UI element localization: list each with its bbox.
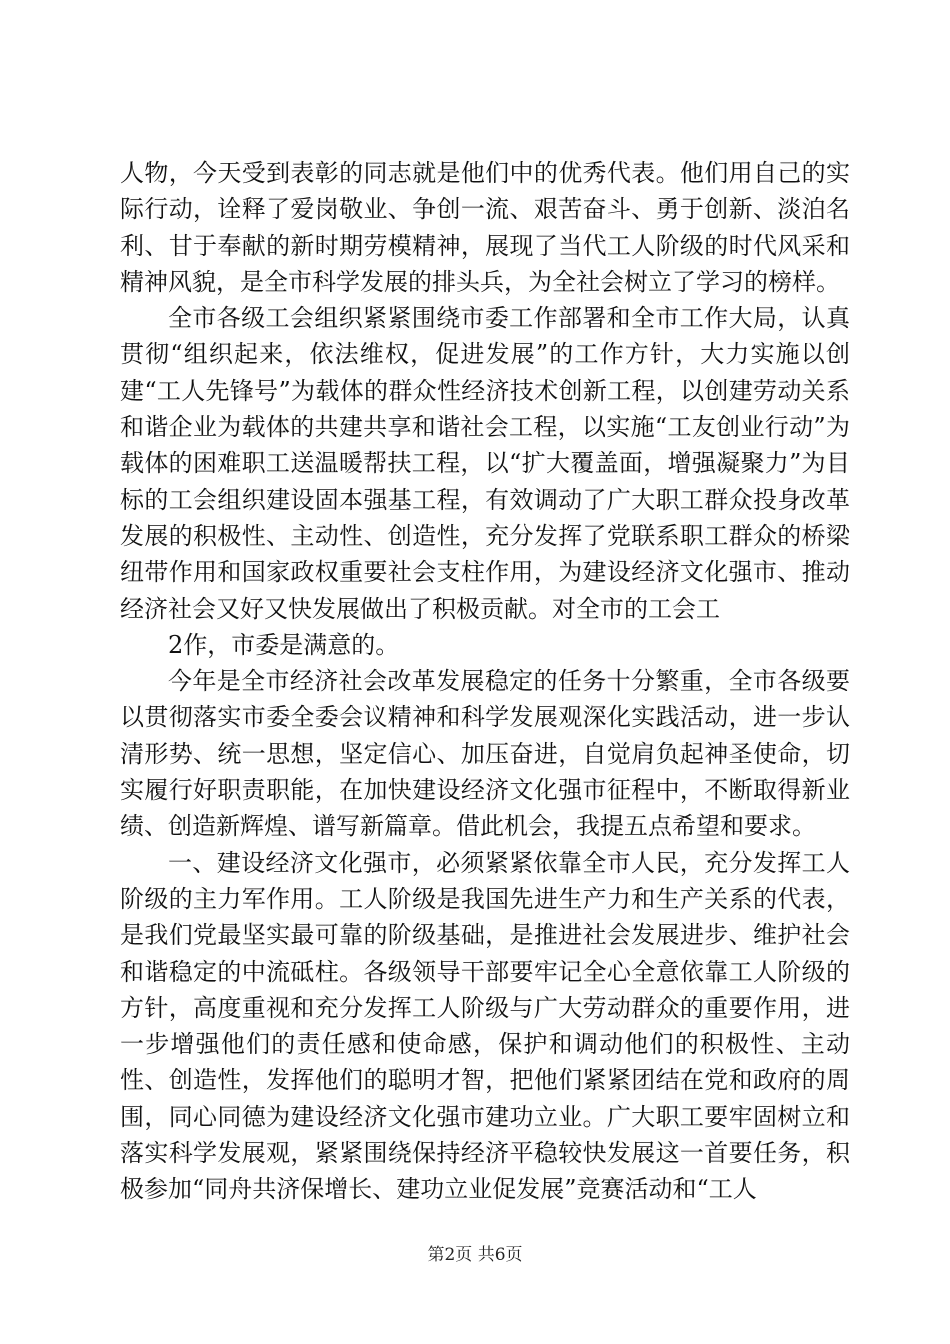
paragraph-point-one: 一、建设经济文化强市，必须紧紧依靠全市人民，充分发挥工人阶级的主力军作用。工人阶级是我国先进生产力和生产关系的代表，是我们党最坚实最可靠的阶级基础，是推进社会发展进步、维护社会和谐稳定的中流砥柱。各级领导干部要牢记全心全意依靠工人阶级的方针，高度重视和充分发挥工人阶级与广大劳动群众的重要作用，进一步增强他们的责任感和使命感，保护和调动他们的积极性、主动性、创造性，发挥他们的聪明才智，把他们紧紧团结在党和政府的周围，同心同德为建设经济文化强市建功立业。广大职工要牢固树立和落实科学发展观，紧紧围绕保持经济平稳较快发展这一首要任务，积极参加“同舟共济保增长、建功立业促发展”竞赛活动和“工人 bbox=[120, 848, 850, 1204]
paragraph-this-year: 今年是全市经济社会改革发展稳定的任务十分繁重，全市各级要以贯彻落实市委全委会议精神和科学发展观深化实践活动，进一步认清形势、统一思想，坚定信心、加压奋进，自觉肩负起神圣使命，切实履行好职责职能，在加快建设经济文化强市征程中，不断取得新业绩、创造新辉煌、谱写新篇章。借此机会，我提五点希望和要求。 bbox=[120, 667, 850, 841]
page-footer: 第2页 共6页 bbox=[427, 1245, 523, 1265]
paragraph-continuation: 人物，今天受到表彰的同志就是他们中的优秀代表。他们用自己的实际行动，诠释了爱岗敬业、争创一流、艰苦奋斗、勇于创新、淡泊名利、甘于奉献的新时期劳模精神，展现了当代工人阶级的时代风采和精神风貌，是全市科学发展的排头兵，为全社会树立了学习的榜样。 bbox=[120, 159, 850, 296]
document-body bbox=[120, 155, 850, 1208]
paragraph-satisfaction: 2作，市委是满意的。 bbox=[168, 630, 400, 659]
paragraph-union-work: 全市各级工会组织紧紧围绕市委工作部署和全市工作大局，认真贯彻“组织起来，依法维权，促进发展”的工作方针，大力实施以创建“工人先锋号”为载体的群众性经济技术创新工程，以创建劳动关系和谐企业为载体的共建共享和谐社会工程，以实施“工友创业行动”为载体的困难职工送温暖帮扶工程，以“扩大覆盖面，增强凝聚力”为目标的工会组织建设固本强基工程，有效调动了广大职工群众投身改革发展的积极性、主动性、创造性，充分发挥了党联系职工群众的桥梁纽带作用和国家政权重要社会支柱作用，为建设经济文化强市、推动经济社会又好又快发展做出了积极贡献。对全市的工会工 bbox=[120, 304, 850, 623]
